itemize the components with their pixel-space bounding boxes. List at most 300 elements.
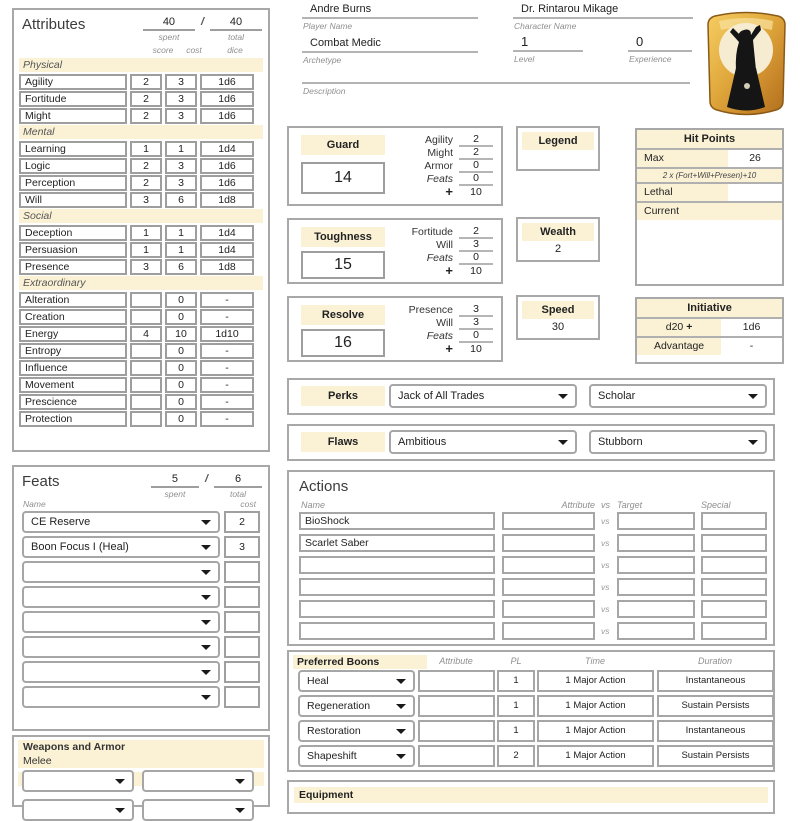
keyhole-logo-icon [703, 8, 790, 120]
description-label: Description [303, 86, 346, 96]
attribute-dice: 1d8 [200, 259, 254, 275]
chevron-down-icon [748, 440, 758, 445]
equipment-panel [287, 780, 775, 814]
attribute-row [19, 141, 263, 157]
attribute-score[interactable] [130, 377, 162, 393]
player-name-label: Player Name [303, 21, 353, 31]
weapons-armor-title: Weapons and Armor [18, 740, 264, 754]
feat-select[interactable] [22, 686, 220, 708]
chevron-down-icon [235, 779, 245, 784]
hp-current-label: Current [637, 203, 782, 220]
toughness-comp-label: Will [436, 238, 453, 251]
boon-time: 1 Major Action [537, 695, 654, 717]
action-attribute[interactable] [502, 600, 595, 618]
wealth-label: Wealth [522, 223, 594, 241]
guard-comp-value[interactable]: 0 [459, 159, 493, 173]
feat-cost [224, 586, 260, 608]
resolve-value[interactable]: 16 [301, 329, 385, 357]
feat-select[interactable] [22, 586, 220, 608]
feat-row [22, 586, 260, 608]
attribute-group-extraordinary: Extraordinary [19, 276, 263, 290]
actions-title: Actions [299, 478, 349, 495]
action-special[interactable] [701, 534, 767, 552]
melee-weapon-select-2[interactable] [142, 770, 254, 792]
archetype-value[interactable]: Combat Medic [302, 37, 478, 53]
attribute-cost: 3 [165, 108, 197, 124]
feat-cost [224, 636, 260, 658]
flaw-2-value: Stubborn [598, 436, 643, 448]
action-special[interactable] [701, 578, 767, 596]
attribute-row [19, 91, 263, 107]
attribute-name[interactable]: Fortitude [19, 91, 127, 107]
chevron-down-icon [558, 440, 568, 445]
resolve-comp-value: 3 [459, 303, 493, 317]
initiative-advantage-value[interactable]: - [721, 338, 782, 355]
attribute-cost: 3 [165, 158, 197, 174]
feat-row [22, 611, 260, 633]
character-name-field[interactable] [513, 3, 693, 31]
attribute-name[interactable]: Creation [19, 309, 127, 325]
attribute-row [19, 225, 263, 241]
speed-label: Speed [522, 301, 594, 319]
chevron-down-icon [201, 545, 211, 550]
attribute-dice: - [200, 377, 254, 393]
archetype-field[interactable] [302, 37, 478, 65]
feat-row [22, 536, 260, 558]
feats-total[interactable]: 6 total [214, 473, 262, 499]
perk-2-value: Scholar [598, 390, 636, 402]
hp-current-area[interactable] [637, 220, 782, 290]
level-label: Level [514, 54, 535, 64]
attribute-row [19, 292, 263, 308]
ranged-weapon-select-1[interactable] [22, 799, 134, 821]
toughness-comp-value[interactable]: 0 [459, 251, 493, 265]
attribute-dice: 1d4 [200, 141, 254, 157]
action-special[interactable] [701, 600, 767, 618]
hit-points-panel [635, 128, 784, 286]
attribute-cost: 0 [165, 394, 197, 410]
flaws-panel [287, 424, 775, 461]
chevron-down-icon [235, 808, 245, 813]
character-name-label: Character Name [514, 21, 577, 31]
hp-lethal-value[interactable] [728, 184, 782, 201]
resolve-comp-value[interactable]: 0 [459, 329, 493, 343]
resolve-comp-value: 3 [459, 316, 493, 330]
resolve-comp-label: Will [436, 316, 453, 329]
boons-pl-label: PL [510, 656, 522, 666]
attribute-cost: 0 [165, 377, 197, 393]
experience-value[interactable]: 0 [628, 36, 692, 52]
action-attribute[interactable] [502, 534, 595, 552]
chevron-down-icon [558, 394, 568, 399]
attributes-spent[interactable]: 40 spent [143, 16, 195, 42]
initiative-advantage-label: Advantage [637, 338, 721, 355]
chevron-down-icon [201, 595, 211, 600]
wealth-box [516, 217, 600, 262]
chevron-down-icon [115, 779, 125, 784]
action-target[interactable] [617, 534, 695, 552]
archetype-label: Archetype [303, 55, 342, 65]
boon-select[interactable]: Heal [298, 670, 415, 692]
initiative-dice-value[interactable]: 1d6 [721, 319, 782, 336]
preferred-boons-header: Preferred Boons [293, 655, 427, 669]
boon-pl: 1 [497, 670, 535, 692]
perks-panel [287, 378, 775, 415]
toughness-panel [287, 218, 503, 284]
chevron-down-icon [396, 754, 406, 759]
attribute-row [19, 394, 263, 410]
hp-max-label: Max [637, 150, 728, 167]
attribute-cost: 10 [165, 326, 197, 342]
attribute-row [19, 411, 263, 427]
speed-box [516, 295, 600, 340]
vs-label: vs [601, 604, 610, 614]
attribute-dice: 1d6 [200, 91, 254, 107]
attributes-column-labels: score cost dice [152, 45, 243, 55]
toughness-value[interactable]: 15 [301, 251, 385, 279]
legend-label: Legend [522, 132, 594, 150]
action-target[interactable] [617, 556, 695, 574]
perk-select-1[interactable] [389, 384, 577, 408]
action-special[interactable] [701, 556, 767, 574]
attribute-score[interactable]: 1 [130, 225, 162, 241]
feat-cost: 2 [224, 511, 260, 533]
plus-icon: + [445, 340, 453, 356]
guard-comp-label: Agility [424, 133, 453, 146]
character-name-value[interactable]: Dr. Rintarou Mikage [513, 3, 693, 19]
hit-points-title: Hit Points [637, 130, 782, 150]
spent-total-slash: / [200, 16, 204, 28]
action-target[interactable] [617, 622, 695, 640]
feat-select[interactable] [22, 561, 220, 583]
attribute-name[interactable]: Persuasion [19, 242, 127, 258]
boon-duration: Sustain Persists [657, 745, 774, 767]
action-target[interactable] [617, 600, 695, 618]
attribute-cost: 0 [165, 411, 197, 427]
vs-label: vs [601, 582, 610, 592]
attribute-name[interactable]: Influence [19, 360, 127, 376]
attribute-dice: 1d6 [200, 108, 254, 124]
open-legend-logo [703, 8, 790, 120]
feat-select[interactable]: Boon Focus I (Heal) [22, 536, 220, 558]
attribute-score[interactable]: 2 [130, 175, 162, 191]
attribute-cost: 1 [165, 141, 197, 157]
attribute-cost: 3 [165, 175, 197, 191]
action-name[interactable] [299, 600, 495, 618]
flaw-select-2[interactable] [589, 430, 767, 454]
resolve-comp-label: Feats [426, 329, 453, 342]
guard-comp-label: Might [427, 146, 453, 159]
action-special[interactable] [701, 622, 767, 640]
feat-cost: 3 [224, 536, 260, 558]
guard-panel [287, 126, 503, 206]
actions-panel: Actions Name Attribute vs Target Special BioShock vs Scarlet Saber vs vs vs vs vs [287, 470, 775, 646]
feats-panel [12, 465, 270, 731]
feats-title: Feats [22, 473, 60, 490]
action-target[interactable] [617, 512, 695, 530]
description-field[interactable] [302, 68, 690, 96]
toughness-comp-value: 2 [459, 225, 493, 239]
action-attribute[interactable] [502, 578, 595, 596]
attribute-score[interactable] [130, 292, 162, 308]
attribute-cost: 0 [165, 360, 197, 376]
attribute-dice: 1d6 [200, 175, 254, 191]
attribute-score[interactable] [130, 394, 162, 410]
equipment-title: Equipment [294, 787, 768, 803]
attribute-name[interactable]: Prescience [19, 394, 127, 410]
weapons-armor-panel [12, 735, 270, 807]
attribute-score[interactable]: 3 [130, 259, 162, 275]
feat-select[interactable] [22, 636, 220, 658]
boon-pl: 1 [497, 695, 535, 717]
toughness-comp-label: Feats [426, 251, 453, 264]
action-attribute[interactable] [502, 556, 595, 574]
boon-duration: Instantaneous [657, 670, 774, 692]
plus-icon: + [445, 183, 453, 199]
attribute-dice: 1d6 [200, 74, 254, 90]
action-attribute[interactable] [502, 622, 595, 640]
attribute-dice: - [200, 309, 254, 325]
legend-box [516, 126, 600, 171]
player-name-value[interactable]: Andre Burns [302, 3, 478, 19]
attribute-row [19, 326, 263, 342]
guard-value[interactable]: 14 [301, 162, 385, 194]
attribute-name[interactable]: Learning [19, 141, 127, 157]
attribute-row [19, 242, 263, 258]
attribute-dice: 1d10 [200, 326, 254, 342]
attribute-dice: 1d4 [200, 242, 254, 258]
attribute-row [19, 259, 263, 275]
boon-pl: 2 [497, 745, 535, 767]
chevron-down-icon [396, 704, 406, 709]
flaws-label: Flaws [301, 432, 385, 452]
initiative-panel [635, 297, 784, 364]
level-field[interactable] [513, 36, 583, 64]
feats-column-labels: Name cost [23, 499, 256, 509]
boons-time-label: Time [585, 656, 605, 666]
chevron-down-icon [201, 670, 211, 675]
boon-select[interactable]: Restoration [298, 720, 415, 742]
resolve-base-value: 10 [470, 342, 482, 355]
perk-select-2[interactable] [589, 384, 767, 408]
attribute-dice: - [200, 292, 254, 308]
boon-attribute[interactable] [418, 670, 495, 692]
attribute-name[interactable]: Presence [19, 259, 127, 275]
attribute-score[interactable] [130, 360, 162, 376]
boon-attribute[interactable] [418, 720, 495, 742]
attribute-row [19, 377, 263, 393]
action-name[interactable] [299, 578, 495, 596]
attribute-name[interactable]: Agility [19, 74, 127, 90]
attributes-total[interactable]: 40 total [210, 16, 262, 42]
attribute-dice: 1d4 [200, 225, 254, 241]
attribute-score[interactable] [130, 343, 162, 359]
guard-comp-value: 2 [459, 146, 493, 160]
attribute-row [19, 343, 263, 359]
attribute-name[interactable]: Movement [19, 377, 127, 393]
level-value[interactable]: 1 [513, 36, 583, 52]
attribute-score[interactable]: 4 [130, 326, 162, 342]
attribute-score[interactable]: 1 [130, 242, 162, 258]
attribute-dice: - [200, 360, 254, 376]
chevron-down-icon [201, 695, 211, 700]
feat-row [22, 561, 260, 583]
toughness-comp-label: Fortitude [411, 225, 453, 238]
action-name[interactable]: BioShock [299, 512, 495, 530]
boons-duration-label: Duration [697, 656, 733, 666]
attribute-row [19, 192, 263, 208]
chevron-down-icon [201, 520, 211, 525]
perk-1-value: Jack of All Trades [398, 390, 485, 402]
chevron-down-icon [748, 394, 758, 399]
description-value[interactable] [302, 68, 690, 84]
attribute-dice: - [200, 343, 254, 359]
boon-time: 1 Major Action [537, 720, 654, 742]
vs-label: vs [601, 538, 610, 548]
boon-time: 1 Major Action [537, 670, 654, 692]
boon-select[interactable]: Shapeshift [298, 745, 415, 767]
attribute-score[interactable]: 2 [130, 91, 162, 107]
attribute-score[interactable] [130, 309, 162, 325]
attribute-cost: 6 [165, 192, 197, 208]
melee-weapon-select-1[interactable] [22, 770, 134, 792]
guard-comp-value: 2 [459, 133, 493, 147]
attribute-cost: 0 [165, 309, 197, 325]
action-target[interactable] [617, 578, 695, 596]
attribute-row [19, 74, 263, 90]
attribute-dice: 1d6 [200, 158, 254, 174]
toughness-label: Toughness [301, 227, 385, 247]
chevron-down-icon [201, 570, 211, 575]
resolve-label: Resolve [301, 305, 385, 325]
chevron-down-icon [115, 808, 125, 813]
attribute-name[interactable]: Entropy [19, 343, 127, 359]
action-name[interactable] [299, 556, 495, 574]
feat-cost [224, 561, 260, 583]
vs-label: vs [601, 516, 610, 526]
guard-comp-value[interactable]: 0 [459, 172, 493, 186]
feat-row [22, 661, 260, 683]
attribute-group-physical: Physical [19, 58, 263, 72]
attribute-row [19, 158, 263, 174]
toughness-base-value: 10 [470, 264, 482, 277]
attribute-dice: - [200, 394, 254, 410]
boon-attribute[interactable] [418, 745, 495, 767]
hp-max-value[interactable]: 26 [728, 150, 782, 167]
attribute-cost: 1 [165, 242, 197, 258]
vs-label: vs [601, 626, 610, 636]
hp-lethal-label: Lethal [637, 184, 728, 201]
attribute-score[interactable]: 2 [130, 108, 162, 124]
attribute-score[interactable]: 3 [130, 192, 162, 208]
attribute-row [19, 360, 263, 376]
boons-attribute-label: Attribute [439, 656, 473, 666]
attribute-score[interactable] [130, 411, 162, 427]
hp-formula: 2 x (Fort+Will+Presen)+10 [637, 169, 782, 184]
feat-cost [224, 661, 260, 683]
attribute-cost: 0 [165, 292, 197, 308]
resolve-comp-label: Presence [408, 303, 453, 316]
initiative-roll-label: d20 + [637, 319, 721, 336]
feat-select[interactable]: CE Reserve [22, 511, 220, 533]
attribute-group-social: Social [19, 209, 263, 223]
wealth-value[interactable]: 2 [554, 243, 562, 255]
guard-label: Guard [301, 135, 385, 155]
boon-time: 1 Major Action [537, 745, 654, 767]
feat-select[interactable] [22, 661, 220, 683]
vs-label: vs [601, 560, 610, 570]
attribute-name[interactable]: Energy [19, 326, 127, 342]
attribute-name[interactable]: Might [19, 108, 127, 124]
attributes-title: Attributes [22, 16, 86, 33]
action-name[interactable]: Scarlet Saber [299, 534, 495, 552]
attribute-name[interactable]: Perception [19, 175, 127, 191]
boon-attribute[interactable] [418, 695, 495, 717]
attribute-row [19, 309, 263, 325]
action-special[interactable] [701, 512, 767, 530]
attribute-cost: 6 [165, 259, 197, 275]
attribute-name[interactable]: Logic [19, 158, 127, 174]
experience-label: Experience [629, 54, 672, 64]
chevron-down-icon [201, 645, 211, 650]
perks-label: Perks [301, 386, 385, 406]
attribute-row [19, 175, 263, 191]
boon-select[interactable]: Regeneration [298, 695, 415, 717]
boon-pl: 1 [497, 720, 535, 742]
feat-row [22, 636, 260, 658]
resolve-panel [287, 296, 503, 362]
player-name-field[interactable] [302, 3, 478, 31]
feat-select[interactable] [22, 611, 220, 633]
speed-value[interactable]: 30 [551, 321, 565, 333]
spent-total-slash: / [204, 473, 208, 485]
attribute-name[interactable]: Deception [19, 225, 127, 241]
chevron-down-icon [201, 620, 211, 625]
action-name[interactable] [299, 622, 495, 640]
attribute-score[interactable]: 2 [130, 74, 162, 90]
attribute-cost: 0 [165, 343, 197, 359]
attribute-cost: 3 [165, 74, 197, 90]
attribute-name[interactable]: Protection [19, 411, 127, 427]
attribute-name[interactable]: Alteration [19, 292, 127, 308]
attribute-row [19, 108, 263, 124]
guard-comp-label: Feats [426, 172, 453, 185]
feat-cost [224, 611, 260, 633]
boon-duration: Sustain Persists [657, 695, 774, 717]
toughness-comp-value: 3 [459, 238, 493, 252]
flaw-select-1[interactable] [389, 430, 577, 454]
ranged-weapon-select-2[interactable] [142, 799, 254, 821]
attribute-dice: - [200, 411, 254, 427]
boon-duration: Instantaneous [657, 720, 774, 742]
chevron-down-icon [396, 679, 406, 684]
experience-field[interactable] [628, 36, 692, 64]
plus-icon: + [686, 321, 693, 333]
preferred-boons-panel [287, 650, 775, 772]
feats-spent[interactable]: 5 spent [151, 473, 199, 499]
action-attribute[interactable] [502, 512, 595, 530]
attribute-score[interactable]: 2 [130, 158, 162, 174]
feat-row [22, 511, 260, 533]
plus-icon: + [445, 262, 453, 278]
feat-row [22, 686, 260, 708]
guard-base-value: 10 [470, 185, 482, 198]
attribute-cost: 1 [165, 225, 197, 241]
attribute-score[interactable]: 1 [130, 141, 162, 157]
attribute-name[interactable]: Will [19, 192, 127, 208]
attribute-group-mental: Mental [19, 125, 263, 139]
attributes-panel [12, 8, 270, 452]
